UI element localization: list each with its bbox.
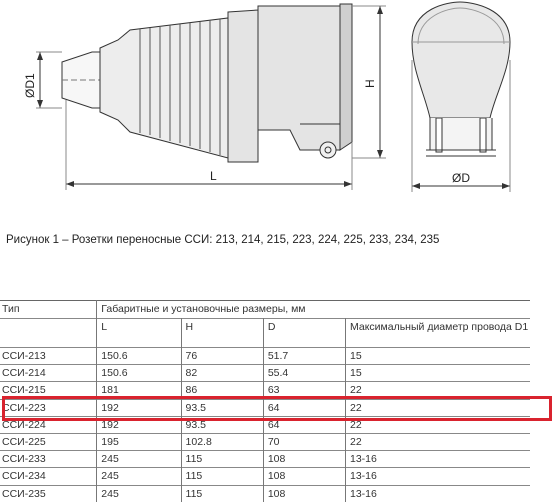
cell-l: 150.6: [97, 348, 181, 365]
cell-type: ССИ-234: [0, 468, 97, 485]
dim-label-d1: ØD1: [23, 73, 37, 98]
header-group: Габаритные и установочные размеры, мм: [97, 301, 530, 319]
cell-l: 192: [97, 416, 181, 433]
header-l: L: [97, 319, 181, 348]
table-row: [0, 468, 530, 485]
cell-l: 195: [97, 433, 181, 450]
cell-d: 55.4: [263, 365, 345, 382]
table-body: [0, 348, 530, 502]
cell-type: ССИ-235: [0, 485, 97, 502]
cell-type: ССИ-214: [0, 365, 97, 382]
header-type-spacer: [0, 319, 97, 348]
table-row: [0, 485, 530, 502]
figure-caption: Рисунок 1 – Розетки переносные ССИ: 213, 214, 215, 223, 224, 225, 233, 234, 235: [6, 234, 440, 246]
cell-h: 93.5: [181, 399, 263, 416]
cell-h: 115: [181, 485, 263, 502]
cell-d: 64: [263, 399, 345, 416]
dimensions-table: [0, 300, 530, 502]
cell-d: 63: [263, 382, 345, 399]
table-row: [0, 433, 530, 450]
cell-wire-diameter: 15: [346, 365, 531, 382]
cell-h: 82: [181, 365, 263, 382]
header-h: H: [181, 319, 263, 348]
cell-l: 245: [97, 468, 181, 485]
header-type: Тип: [0, 301, 97, 319]
cell-l: 150.6: [97, 365, 181, 382]
cell-d: 108: [263, 468, 345, 485]
cell-wire-diameter: 22: [346, 416, 531, 433]
cell-h: 102.8: [181, 433, 263, 450]
cell-d: 108: [263, 485, 345, 502]
cell-wire-diameter: 13-16: [346, 451, 531, 468]
table-subheader-row: [0, 319, 530, 348]
dimensions-table-wrap: [0, 300, 560, 502]
cell-d: 64: [263, 416, 345, 433]
table-row: [0, 399, 530, 416]
socket-drawing-svg: [0, 0, 560, 200]
cell-wire-diameter: 13-16: [346, 485, 531, 502]
technical-drawing: [0, 0, 560, 200]
cell-type: ССИ-233: [0, 451, 97, 468]
cell-wire-diameter: 13-16: [346, 468, 531, 485]
cell-type: ССИ-213: [0, 348, 97, 365]
dim-label-d: ØD: [452, 171, 470, 185]
cell-h: 86: [181, 382, 263, 399]
cell-l: 192: [97, 399, 181, 416]
dim-label-l: L: [210, 169, 217, 183]
table-row: [0, 348, 530, 365]
cell-wire-diameter: 15: [346, 348, 531, 365]
cell-wire-diameter: 22: [346, 433, 531, 450]
cell-type: ССИ-224: [0, 416, 97, 433]
cell-d: 51.7: [263, 348, 345, 365]
cell-wire-diameter: 22: [346, 382, 531, 399]
cell-l: 245: [97, 451, 181, 468]
table-row: [0, 451, 530, 468]
cell-h: 93.5: [181, 416, 263, 433]
cell-wire-diameter: 22: [346, 399, 531, 416]
cell-d: 108: [263, 451, 345, 468]
cell-l: 181: [97, 382, 181, 399]
cell-h: 76: [181, 348, 263, 365]
table-row: [0, 365, 530, 382]
cell-d: 70: [263, 433, 345, 450]
table-header-row: [0, 301, 530, 319]
table-row: [0, 382, 530, 399]
cell-type: ССИ-225: [0, 433, 97, 450]
header-d: D: [263, 319, 345, 348]
cell-l: 245: [97, 485, 181, 502]
table-row: [0, 416, 530, 433]
header-wire-diameter: Максимальный диаметр провода D1: [346, 319, 531, 348]
dim-label-h: H: [363, 79, 377, 88]
cell-h: 115: [181, 451, 263, 468]
cell-type: ССИ-215: [0, 382, 97, 399]
cell-type: ССИ-223: [0, 399, 97, 416]
cell-h: 115: [181, 468, 263, 485]
